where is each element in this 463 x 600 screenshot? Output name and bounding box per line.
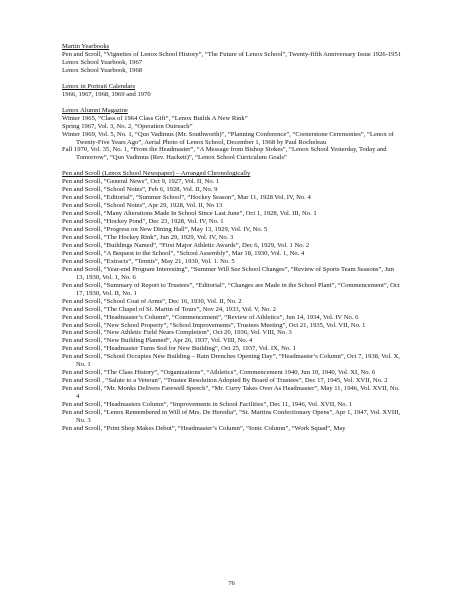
list-item: Fall 1970, Vol. 35, No. 1, “From the Headmaster”, “A Message from Bishop Stokes”, “Lenox School Yesterday, Today and Tomorrow”, “Quo Vadimus (Rev. Hackett)”, “Lenox School Curriculum Goals” — [62, 146, 387, 162]
list-item: Pen and Scroll, “School Occupies New Building – Rain Drenches Opening Day”, “Headmaster’s Column”, Oct 7, 1938, Vol. X, No. 1 — [62, 353, 400, 369]
list-item: Pen and Scroll, “Print Shop Makes Debut”, “Headmaster’s Column”, “Ionic Column”, “Work Squad”, May — [62, 424, 346, 432]
section-martin-yearbooks — [62, 43, 402, 75]
list-item: Pen and Scroll, “General News”, Oct 9, 1927, Vol. II, No. 1 — [62, 178, 220, 186]
list-item: Pen and Scroll, “The Hockey Rink”, Jun 29, 1929, Vol. IV, No. 3 — [62, 234, 234, 242]
section-heading: Lenox in Portrait Calendars — [62, 82, 136, 90]
list-item: Pen and Scroll, “The Class History”, “Organizations”, “Athletics”, Commencement 1940, Jun 10, 1940, Vol. XI, No. 6 — [62, 369, 376, 377]
page-number: 76 — [228, 580, 235, 587]
list-item: Pen and Scroll, “New Athletic Field Nears Completion”, Oct 20, 1936, Vol. VIII, No. 3 — [62, 329, 292, 337]
list-item: Pen and Scroll, “Mr. Monks Delivers Farewell Speech”, “Mr. Curry Takes Over As Headmaster”, May 11, 1946, Vol. XVII, No. 4 — [62, 385, 400, 401]
list-item: Pen and Scroll, “Editorial”, “Summer School”, “Hockey Season”, Mar 11, 1928 Vol. IV, No. 4 — [62, 194, 311, 202]
bibliography-content — [62, 43, 402, 433]
list-item: Pen and Scroll, “Buildings Named”, “First Major Athletic Awards”, Dec 6, 1929, Vol. 1 No. 2 — [62, 241, 310, 249]
list-item: Pen and Scroll, “Progress on New Dining Hall”, May 13, 1929, Vol. IV, No. 5 — [62, 226, 268, 234]
section-heading: Lenox Alumni Magazine — [62, 106, 128, 114]
section-alumni-magazine — [62, 107, 402, 163]
list-item: Lenox School Yearbook, 1967 — [62, 58, 143, 66]
list-item: Winter 1969, Vol. 5, No. 1, “Quo Vadimus (Mr. Southworth)”, “Planning Conference”, “Cornerstone Ceremonies”, “Lenox of Twenty-Five Years Ago”, Aerial Photo of Lenox School, December 1, 1968 by Paul Rocheleau — [62, 130, 394, 146]
list-item: Pen and Scroll, “School Coat of Arms”, Dec 16, 1930, Vol. II, No. 2 — [62, 297, 242, 305]
section-pen-and-scroll — [62, 170, 402, 432]
list-item: Pen and Scroll, “Headmaster’s Column”, “Commencement”, “Review of Athletics”, Jun 14, 1934, Vol. IV No. 6 — [62, 313, 359, 321]
list-item: Pen and Scroll, “Headmaster Turns Sod for New Building”, Oct 25, 1937, Vol. IX, No. 1 — [62, 345, 296, 353]
list-item: Pen and Scroll, “Hockey Pond”, Dec 23, 1928, Vol. IV, No. 1 — [62, 218, 224, 226]
list-item: 1966, 1967, 1968, 1969 and 1970 — [62, 90, 151, 98]
list-item: Pen and Scroll, “Headmasters Column”, “Improvements in School Facilities”, Dec 11, 1946, Vol. XVII, No. 1 — [62, 401, 353, 409]
section-gap — [62, 99, 402, 107]
section-gap — [62, 162, 402, 170]
list-item: Pen and Scroll, “Year-end Program Interesting”, “Summer Will See School Changes”, “Review of Sports Team Seasons”, Jun 13, 1930, Vol. 1, No. 6 — [62, 265, 394, 281]
section-heading: Pen and Scroll (Lenox School Newspaper) – Arranged Chronologically — [62, 170, 251, 178]
list-item: Pen and Scroll, “New School Property”, “School Improvements”, Trustees Meeting”, Oct 21, 1935, Vol. VII, No. 1 — [62, 321, 366, 329]
list-item: Pen and Scroll, “Vignettes of Lenox School History”, “The Future of Lenox School”, Twenty-fifth Anniversary Issue 1926-1951 — [62, 50, 402, 58]
list-item: Pen and Scroll, “Many Alterations Made In School Since Last June”, Oct 1, 1928, Vol. III, No. 1 — [62, 210, 317, 218]
list-item: Pen and Scroll, “Lenox Remembered in Will of Mrs. De Heredia”, “St. Martins Confectionary Opens”, Apr 1, 1947, Vol. XVIII, No. 3 — [62, 408, 401, 424]
list-item: Pen and Scroll, “School Notes”, Apr 29, 1928, Vol. II, No 13 — [62, 202, 223, 210]
list-item: Spring 1967, Vol. 3, No. 2, “Operation Outreach” — [62, 122, 193, 130]
list-item: Pen and Scroll, “New Building Planned”, Apr 26, 1937, Vol. VIII, No. 4 — [62, 337, 253, 345]
list-item: Pen and Scroll , “Salute to a Veteran”, “Trustee Resolution Adopted By Board of Trustees”, Dec 17, 1945, Vol. XVII, No. 2 — [62, 377, 388, 385]
list-item: Pen and Scroll, “The Chapel of St. Martin of Tours”, Nov 24, 1933, Vol. V, No. 2 — [62, 305, 276, 313]
list-item: Winter 1965, “Class of 1964 Class Gift”, “Lenox Builds A New Rink” — [62, 114, 248, 122]
list-item: Pen and Scroll, “A Bequest to the School”, “School Assembly”, Mar 18, 1930, Vol. 1, No. 4 — [62, 249, 305, 257]
section-portrait-calendars — [62, 83, 402, 99]
section-heading: Martin Yearbooks — [62, 43, 110, 50]
list-item: Pen and Scroll, “School Notes”, Feb 6, 1928, Vol. II, No. 9 — [62, 186, 218, 194]
list-item: Lenox School Yearbook, 1968 — [62, 66, 143, 74]
list-item: Pen and Scroll, “Summary of Report to Trustees”, “Editorial”, “Changes are Made in the School Plant”, “Commencement”, Oct 17, 1930, Vol. II, No. 1 — [62, 281, 400, 297]
section-gap — [62, 75, 402, 83]
list-item: Pen and Scroll, “Extracts”, “Tennis”, May 21, 1930, Vol. 1. No. 5 — [62, 257, 235, 265]
